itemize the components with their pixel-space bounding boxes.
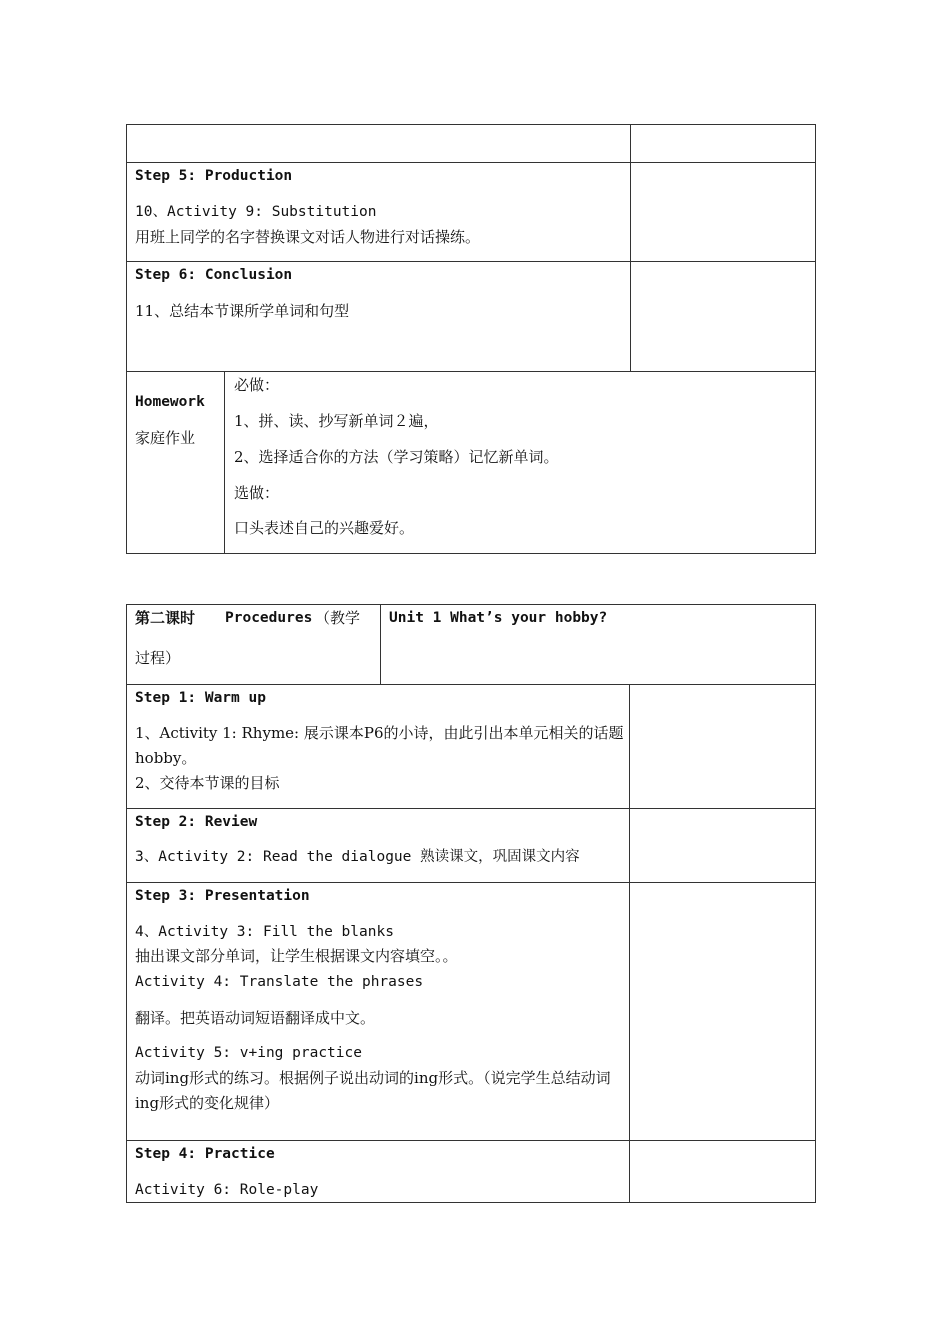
step4-title: Step 4: Practice [135,1146,275,1162]
step5-line1: 10、Activity 9: Substitution [135,204,377,220]
step3-line5: Activity 5: v+ing practice [135,1045,362,1061]
table-1-row-divider [126,371,816,372]
step5-title: Step 5: Production [135,168,293,184]
table-2-row-divider [126,1140,816,1141]
step2-line1: 3、Activity 2: Read the dialogue 熟读课文，巩固课文内容 [135,849,580,865]
step1-title: Step 1: Warm up [135,690,266,706]
table-2-row-divider [126,882,816,883]
step4-line1: Activity 6: Role-play [135,1182,319,1198]
table-1-col-divider [630,124,631,372]
header-procedures-label: Procedures [225,610,313,626]
homework-label-en: Homework [135,394,205,410]
table-1-row-divider [126,162,816,163]
step5-line2: 用班上同学的名字替换课文对话人物进行对话操练。 [135,228,481,246]
table-2-col-divider [380,604,381,684]
step3-line2: 抽出课文部分单词，让学生根据课文内容填空。。 [135,947,458,965]
table-1-row-divider [126,261,816,262]
step3-title: Step 3: Presentation [135,888,310,904]
table-1-col-divider [224,371,225,554]
step3-line4: 翻译。把英语动词短语翻译成中文。 [135,1009,376,1027]
homework-item-2: 2、选择适合你的方法（学习策略）记忆新单词。 [234,448,559,466]
header-unit-title: Unit 1 What’s your hobby? [389,610,608,626]
homework-item-1: 1、拼、读、抄写新单词２遍， [234,412,439,430]
header-lesson-label: 第二课时 [135,609,196,627]
step1-line1: 1、Activity 1: Rhyme: 展示课本P6的小诗，由此引出本单元相关的话题hobby。 [135,724,624,767]
homework-required-label: 必做： [234,376,280,394]
table-1-border [126,124,816,554]
homework-item-3: 口头表述自己的兴趣爱好。 [234,519,415,537]
step6-title: Step 6: Conclusion [135,267,293,283]
step6-line1: 11、总结本节课所学单词和句型 [135,302,350,320]
table-2-row-divider [126,808,816,809]
step3-line3: Activity 4: Translate the phrases [135,974,424,990]
step1-line2: 2、交待本节课的目标 [135,774,280,792]
homework-label-cn: 家庭作业 [135,429,196,447]
step3-line1: 4、Activity 3: Fill the blanks [135,924,394,940]
table-2-col-divider [629,684,630,1203]
step3-line6: 动词ing形式的练习。根据例子说出动词的ing形式。（说完学生总结动词ing形式的变化规律） [135,1069,611,1112]
homework-optional-label: 选做： [234,484,280,502]
header-procedures-paren: （教学 [315,609,361,627]
step2-title: Step 2: Review [135,814,258,830]
table-2-row-divider [126,684,816,685]
header-procedures-cn: 过程） [135,649,181,667]
